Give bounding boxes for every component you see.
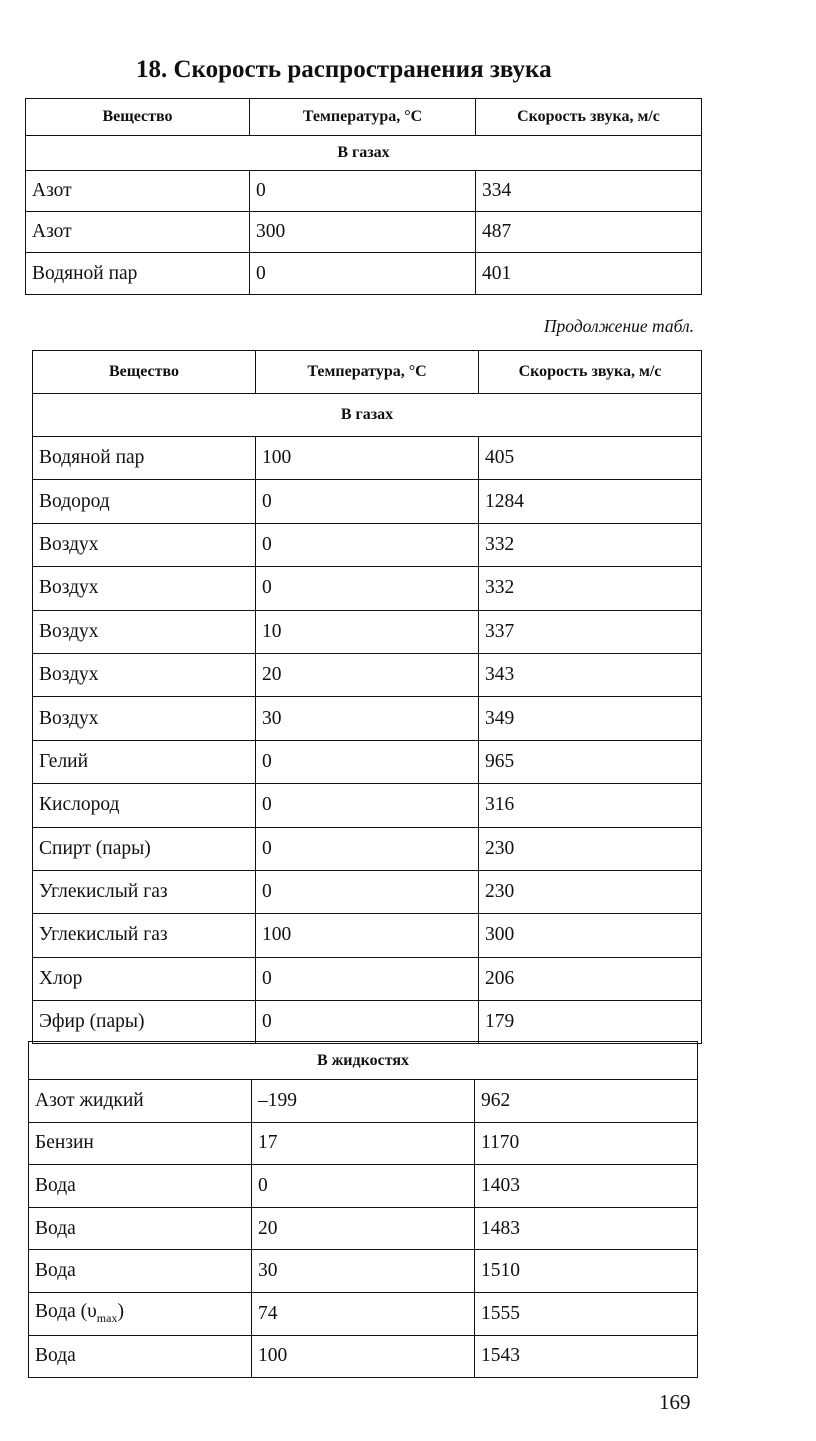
speed-cell: 965 — [479, 740, 702, 783]
speed-cell: 230 — [479, 870, 702, 913]
continuation-note: Продолжение табл. — [543, 316, 694, 336]
speed-cell: 332 — [479, 567, 702, 610]
substance-cell: Воздух — [33, 610, 256, 653]
sound-speed-table-part-2 — [32, 350, 702, 1044]
section-row-liquids — [29, 1042, 698, 1080]
temperature-cell: 74 — [252, 1292, 475, 1335]
table-row — [33, 567, 702, 610]
page-title: 18. Скорость распространения звука — [136, 56, 552, 83]
speed-cell: 343 — [479, 653, 702, 696]
page-number: 169 — [659, 1390, 691, 1414]
table-row — [33, 437, 702, 480]
substance-cell: Вода $(\upsilon_{max})$ — [29, 1292, 252, 1335]
section-label-liquids: В жидкостях — [29, 1042, 698, 1080]
substance-cell: Бензин — [29, 1122, 252, 1165]
table-row — [33, 653, 702, 696]
table-row — [33, 480, 702, 523]
table-row — [33, 1001, 702, 1044]
substance-cell: Гелий — [33, 740, 256, 783]
substance-cell: Вода — [29, 1207, 252, 1250]
temperature-cell: 0 — [256, 1001, 479, 1044]
temperature-cell: 17 — [252, 1122, 475, 1165]
table-row — [33, 523, 702, 566]
temperature-cell: 0 — [256, 957, 479, 1000]
temperature-cell: 20 — [256, 653, 479, 696]
speed-cell: 230 — [479, 827, 702, 870]
substance-cell: Водяной пар — [33, 437, 256, 480]
speed-cell: 316 — [479, 784, 702, 827]
table-row — [29, 1080, 698, 1123]
temperature-cell: 0 — [256, 870, 479, 913]
header-row — [26, 99, 702, 136]
speed-cell: 401 — [476, 253, 702, 295]
speed-cell: 962 — [475, 1080, 698, 1123]
section-label-gases: В газах — [33, 394, 702, 437]
temperature-cell: 0 — [256, 784, 479, 827]
header-row — [33, 351, 702, 394]
table-row — [26, 212, 702, 253]
temperature-cell: 20 — [252, 1207, 475, 1250]
sound-speed-table-part-1 — [25, 98, 702, 295]
speed-cell: 179 — [479, 1001, 702, 1044]
column-header-temperature: Температура, °С — [256, 351, 479, 394]
substance-cell: Хлор — [33, 957, 256, 1000]
table-row — [33, 957, 702, 1000]
speed-cell: 1284 — [479, 480, 702, 523]
speed-cell: 405 — [479, 437, 702, 480]
temperature-cell: 10 — [256, 610, 479, 653]
substance-cell: Вода — [29, 1250, 252, 1293]
speed-cell: 349 — [479, 697, 702, 740]
temperature-cell: 0 — [256, 567, 479, 610]
temperature-cell: –199 — [252, 1080, 475, 1123]
table-row — [33, 827, 702, 870]
temperature-cell: 30 — [252, 1250, 475, 1293]
temperature-cell: 30 — [256, 697, 479, 740]
temperature-cell: 0 — [252, 1165, 475, 1208]
temperature-cell: 300 — [250, 212, 476, 253]
table-row — [33, 610, 702, 653]
speed-cell: 1555 — [475, 1292, 698, 1335]
substance-cell: Вода — [29, 1335, 252, 1378]
substance-cell: Углекислый газ — [33, 914, 256, 957]
substance-cell: Водяной пар — [26, 253, 250, 295]
column-header-substance: Вещество — [26, 99, 250, 136]
table-row — [33, 697, 702, 740]
substance-cell: Воздух — [33, 653, 256, 696]
substance-cell: Кислород — [33, 784, 256, 827]
substance-cell: Спирт (пары) — [33, 827, 256, 870]
temperature-cell: 0 — [256, 827, 479, 870]
temperature-cell: 0 — [256, 480, 479, 523]
column-header-temperature: Температура, °С — [250, 99, 476, 136]
substance-cell: Водород — [33, 480, 256, 523]
table-row — [26, 171, 702, 212]
sound-speed-table-liquids — [28, 1041, 698, 1378]
temperature-cell: 0 — [256, 523, 479, 566]
substance-cell: Воздух — [33, 567, 256, 610]
speed-cell: 487 — [476, 212, 702, 253]
table-row — [33, 870, 702, 913]
speed-cell: 1543 — [475, 1335, 698, 1378]
speed-cell: 334 — [476, 171, 702, 212]
speed-cell: 332 — [479, 523, 702, 566]
speed-cell: 337 — [479, 610, 702, 653]
temperature-cell: 0 — [250, 253, 476, 295]
temperature-cell: 100 — [256, 437, 479, 480]
speed-cell: 206 — [479, 957, 702, 1000]
substance-cell: Воздух — [33, 697, 256, 740]
column-header-substance: Вещество — [33, 351, 256, 394]
substance-cell: Азот жидкий — [29, 1080, 252, 1123]
temperature-cell: 100 — [256, 914, 479, 957]
temperature-cell: 0 — [256, 740, 479, 783]
section-label-gases: В газах — [26, 136, 702, 171]
table-row — [29, 1207, 698, 1250]
table-row — [33, 784, 702, 827]
speed-cell: 300 — [479, 914, 702, 957]
table-row — [29, 1165, 698, 1208]
speed-cell: 1403 — [475, 1165, 698, 1208]
table-row — [29, 1292, 698, 1335]
table-row — [26, 253, 702, 295]
substance-cell: Эфир (пары) — [33, 1001, 256, 1044]
speed-cell: 1483 — [475, 1207, 698, 1250]
table-row — [33, 740, 702, 783]
substance-cell: Воздух — [33, 523, 256, 566]
substance-cell: Азот — [26, 212, 250, 253]
substance-cell: Азот — [26, 171, 250, 212]
table-row — [29, 1250, 698, 1293]
temperature-cell: 0 — [250, 171, 476, 212]
column-header-speed: Скорость звука, м/с — [476, 99, 702, 136]
substance-cell: Углекислый газ — [33, 870, 256, 913]
table-row — [33, 914, 702, 957]
table-row — [29, 1122, 698, 1165]
section-row-gases — [26, 136, 702, 171]
table-row — [29, 1335, 698, 1378]
substance-cell: Вода — [29, 1165, 252, 1208]
speed-cell: 1510 — [475, 1250, 698, 1293]
section-row-gases — [33, 394, 702, 437]
column-header-speed: Скорость звука, м/с — [479, 351, 702, 394]
temperature-cell: 100 — [252, 1335, 475, 1378]
speed-cell: 1170 — [475, 1122, 698, 1165]
